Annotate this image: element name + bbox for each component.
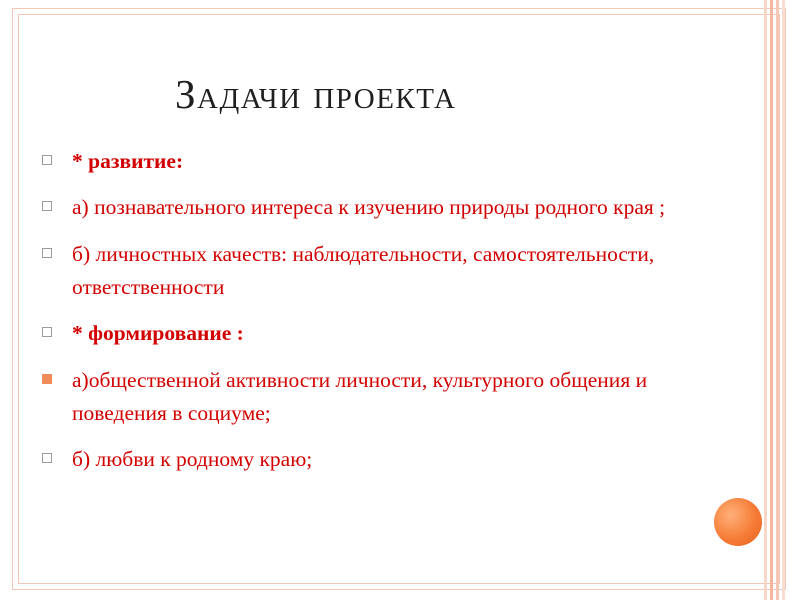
list-item	[42, 317, 702, 350]
list-item-text: а)общественной активности личности, культурного общения и поведения в социуме;	[72, 367, 648, 425]
slide-title: Задачи проекта	[175, 71, 457, 117]
decorative-stripe	[782, 0, 785, 600]
task-list	[42, 145, 702, 490]
orange-circle-icon	[714, 498, 762, 546]
decorative-stripe	[764, 0, 767, 600]
decorative-stripe	[770, 0, 773, 600]
decorative-stripe	[776, 0, 779, 600]
bullet-icon	[42, 201, 52, 211]
list-item-text: * формирование :	[72, 321, 244, 346]
list-item	[42, 238, 702, 305]
list-item	[42, 364, 702, 431]
bullet-icon	[42, 327, 52, 337]
list-item-text: * развитие:	[72, 149, 184, 173]
list-item	[42, 191, 702, 224]
list-item-text: а) познавательного интереса к изучению природы родного края ;	[72, 195, 666, 220]
list-item	[42, 443, 702, 476]
bullet-icon	[42, 453, 52, 463]
bullet-icon	[42, 155, 52, 165]
list-item-text: б) личностных качеств: наблюдательности, самостоятельности, ответственности	[72, 241, 655, 299]
list-item	[42, 145, 702, 178]
bullet-icon	[42, 248, 52, 258]
list-item-text: б) любви к родному краю;	[72, 447, 313, 472]
bullet-filled-icon	[42, 374, 52, 384]
